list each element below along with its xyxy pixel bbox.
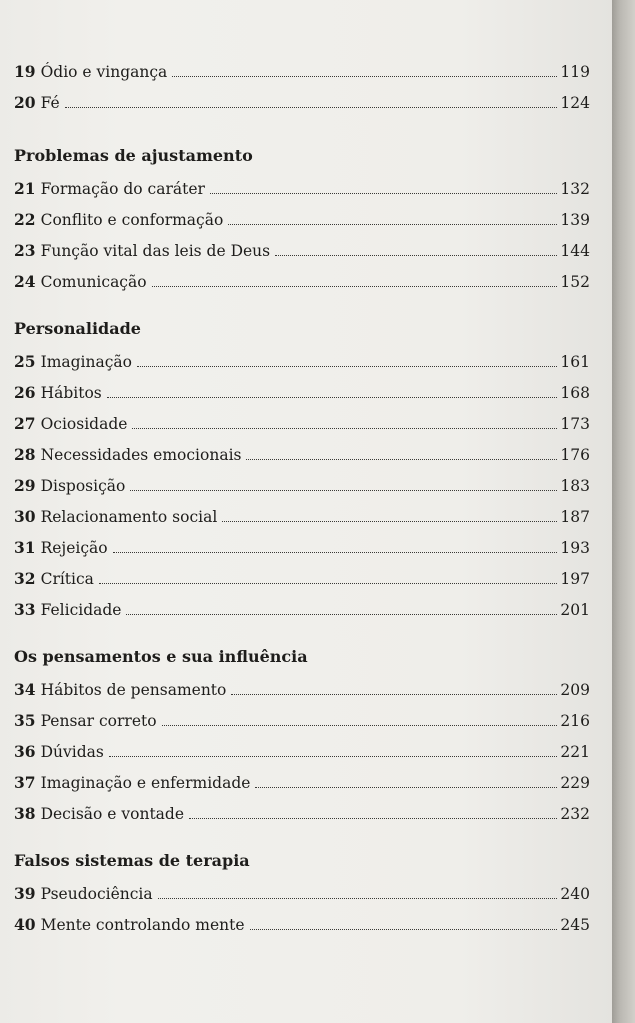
chapter-number: 36 bbox=[14, 742, 36, 761]
toc-entry bbox=[14, 81, 590, 112]
chapter-title: Rejeição bbox=[40, 539, 108, 557]
chapter-number: 23 bbox=[14, 241, 36, 260]
toc-entry bbox=[14, 260, 590, 291]
chapter-title: Ódio e vingança bbox=[40, 63, 168, 81]
chapter-title: Pensar correto bbox=[40, 712, 157, 730]
page-number: 221 bbox=[560, 743, 590, 761]
chapter-title: Fé bbox=[40, 94, 60, 112]
dot-leader bbox=[132, 427, 557, 429]
chapter-title: Comunicação bbox=[40, 273, 147, 291]
chapter-number: 31 bbox=[14, 538, 36, 557]
chapter-number: 29 bbox=[14, 476, 36, 495]
section-heading: Falsos sistemas de terapia bbox=[14, 851, 250, 870]
toc-entry bbox=[14, 402, 590, 433]
chapter-number: 39 bbox=[14, 884, 36, 903]
page-number: 119 bbox=[560, 63, 590, 81]
chapter-title: Mente controlando mente bbox=[40, 916, 245, 934]
page-number: 197 bbox=[560, 570, 590, 588]
chapter-number: 26 bbox=[14, 383, 36, 402]
chapter-title: Imaginação bbox=[40, 353, 132, 371]
chapter-number: 40 bbox=[14, 915, 36, 934]
page-number: 187 bbox=[560, 508, 590, 526]
toc-entry bbox=[14, 433, 590, 464]
dot-leader bbox=[99, 582, 557, 584]
section-heading: Problemas de ajustamento bbox=[14, 146, 253, 165]
chapter-number: 35 bbox=[14, 711, 36, 730]
dot-leader bbox=[246, 458, 557, 460]
toc-entry bbox=[14, 699, 590, 730]
page-number: 193 bbox=[560, 539, 590, 557]
page-number: 201 bbox=[560, 601, 590, 619]
dot-leader bbox=[158, 897, 558, 899]
toc-entry bbox=[14, 526, 590, 557]
page-number: 216 bbox=[560, 712, 590, 730]
chapter-title: Formação do caráter bbox=[40, 180, 205, 198]
chapter-number: 33 bbox=[14, 600, 36, 619]
chapter-title: Hábitos de pensamento bbox=[40, 681, 227, 699]
chapter-number: 32 bbox=[14, 569, 36, 588]
section-heading: Os pensamentos e sua influência bbox=[14, 647, 308, 666]
dot-leader bbox=[109, 755, 558, 757]
page-number: 245 bbox=[560, 916, 590, 934]
page-number: 173 bbox=[560, 415, 590, 433]
section-heading: Personalidade bbox=[14, 319, 141, 338]
toc-entry bbox=[14, 557, 590, 588]
dot-leader bbox=[130, 489, 557, 491]
chapter-title: Hábitos bbox=[40, 384, 102, 402]
dot-leader bbox=[222, 520, 557, 522]
toc-entry bbox=[14, 229, 590, 260]
chapter-number: 30 bbox=[14, 507, 36, 526]
toc-entry bbox=[14, 588, 590, 619]
dot-leader bbox=[152, 285, 558, 287]
chapter-title: Dúvidas bbox=[40, 743, 104, 761]
toc-entry bbox=[14, 730, 590, 761]
dot-leader bbox=[275, 254, 557, 256]
toc-entry bbox=[14, 761, 590, 792]
page-number: 152 bbox=[560, 273, 590, 291]
chapter-number: 34 bbox=[14, 680, 36, 699]
toc-entry bbox=[14, 872, 590, 903]
chapter-number: 38 bbox=[14, 804, 36, 823]
chapter-title: Relacionamento social bbox=[40, 508, 218, 526]
dot-leader bbox=[228, 223, 557, 225]
toc-entry bbox=[14, 50, 590, 81]
dot-leader bbox=[137, 365, 557, 367]
chapter-number: 22 bbox=[14, 210, 36, 229]
chapter-title: Função vital das leis de Deus bbox=[40, 242, 271, 260]
toc-entry bbox=[14, 371, 590, 402]
page-number: 144 bbox=[560, 242, 590, 260]
dot-leader bbox=[231, 693, 557, 695]
chapter-number: 20 bbox=[14, 93, 36, 112]
dot-leader bbox=[189, 817, 557, 819]
dot-leader bbox=[250, 928, 558, 930]
chapter-title: Disposição bbox=[40, 477, 126, 495]
dot-leader bbox=[162, 724, 558, 726]
toc-entry bbox=[14, 792, 590, 823]
page-number: 132 bbox=[560, 180, 590, 198]
chapter-number: 28 bbox=[14, 445, 36, 464]
page-number: 183 bbox=[560, 477, 590, 495]
toc-entry bbox=[14, 903, 590, 934]
chapter-title: Necessidades emocionais bbox=[40, 446, 242, 464]
page-number: 232 bbox=[560, 805, 590, 823]
toc-entry bbox=[14, 464, 590, 495]
page-number: 161 bbox=[560, 353, 590, 371]
chapter-title: Ociosidade bbox=[40, 415, 128, 433]
dot-leader bbox=[107, 396, 558, 398]
chapter-number: 37 bbox=[14, 773, 36, 792]
page-number: 124 bbox=[560, 94, 590, 112]
dot-leader bbox=[126, 613, 557, 615]
chapter-title: Conflito e conformação bbox=[40, 211, 224, 229]
page-number: 209 bbox=[560, 681, 590, 699]
page-number: 139 bbox=[560, 211, 590, 229]
chapter-number: 27 bbox=[14, 414, 36, 433]
chapter-number: 21 bbox=[14, 179, 36, 198]
page-number: 176 bbox=[560, 446, 590, 464]
chapter-number: 24 bbox=[14, 272, 36, 291]
toc-entry bbox=[14, 340, 590, 371]
table-of-contents bbox=[14, 50, 590, 934]
page-number: 240 bbox=[560, 885, 590, 903]
chapter-title: Pseudociência bbox=[40, 885, 153, 903]
chapter-title: Felicidade bbox=[40, 601, 122, 619]
dot-leader bbox=[113, 551, 558, 553]
chapter-title: Imaginação e enfermidade bbox=[40, 774, 251, 792]
toc-entry bbox=[14, 167, 590, 198]
toc-entry bbox=[14, 495, 590, 526]
dot-leader bbox=[172, 75, 557, 77]
chapter-title: Decisão e vontade bbox=[40, 805, 185, 823]
toc-entry bbox=[14, 668, 590, 699]
page-number: 229 bbox=[560, 774, 590, 792]
chapter-number: 19 bbox=[14, 62, 36, 81]
page-edge-shadow bbox=[612, 0, 635, 1023]
toc-entry bbox=[14, 198, 590, 229]
chapter-number: 25 bbox=[14, 352, 36, 371]
page-number: 168 bbox=[560, 384, 590, 402]
dot-leader bbox=[65, 106, 558, 108]
chapter-title: Crítica bbox=[40, 570, 94, 588]
dot-leader bbox=[210, 192, 557, 194]
dot-leader bbox=[255, 786, 557, 788]
